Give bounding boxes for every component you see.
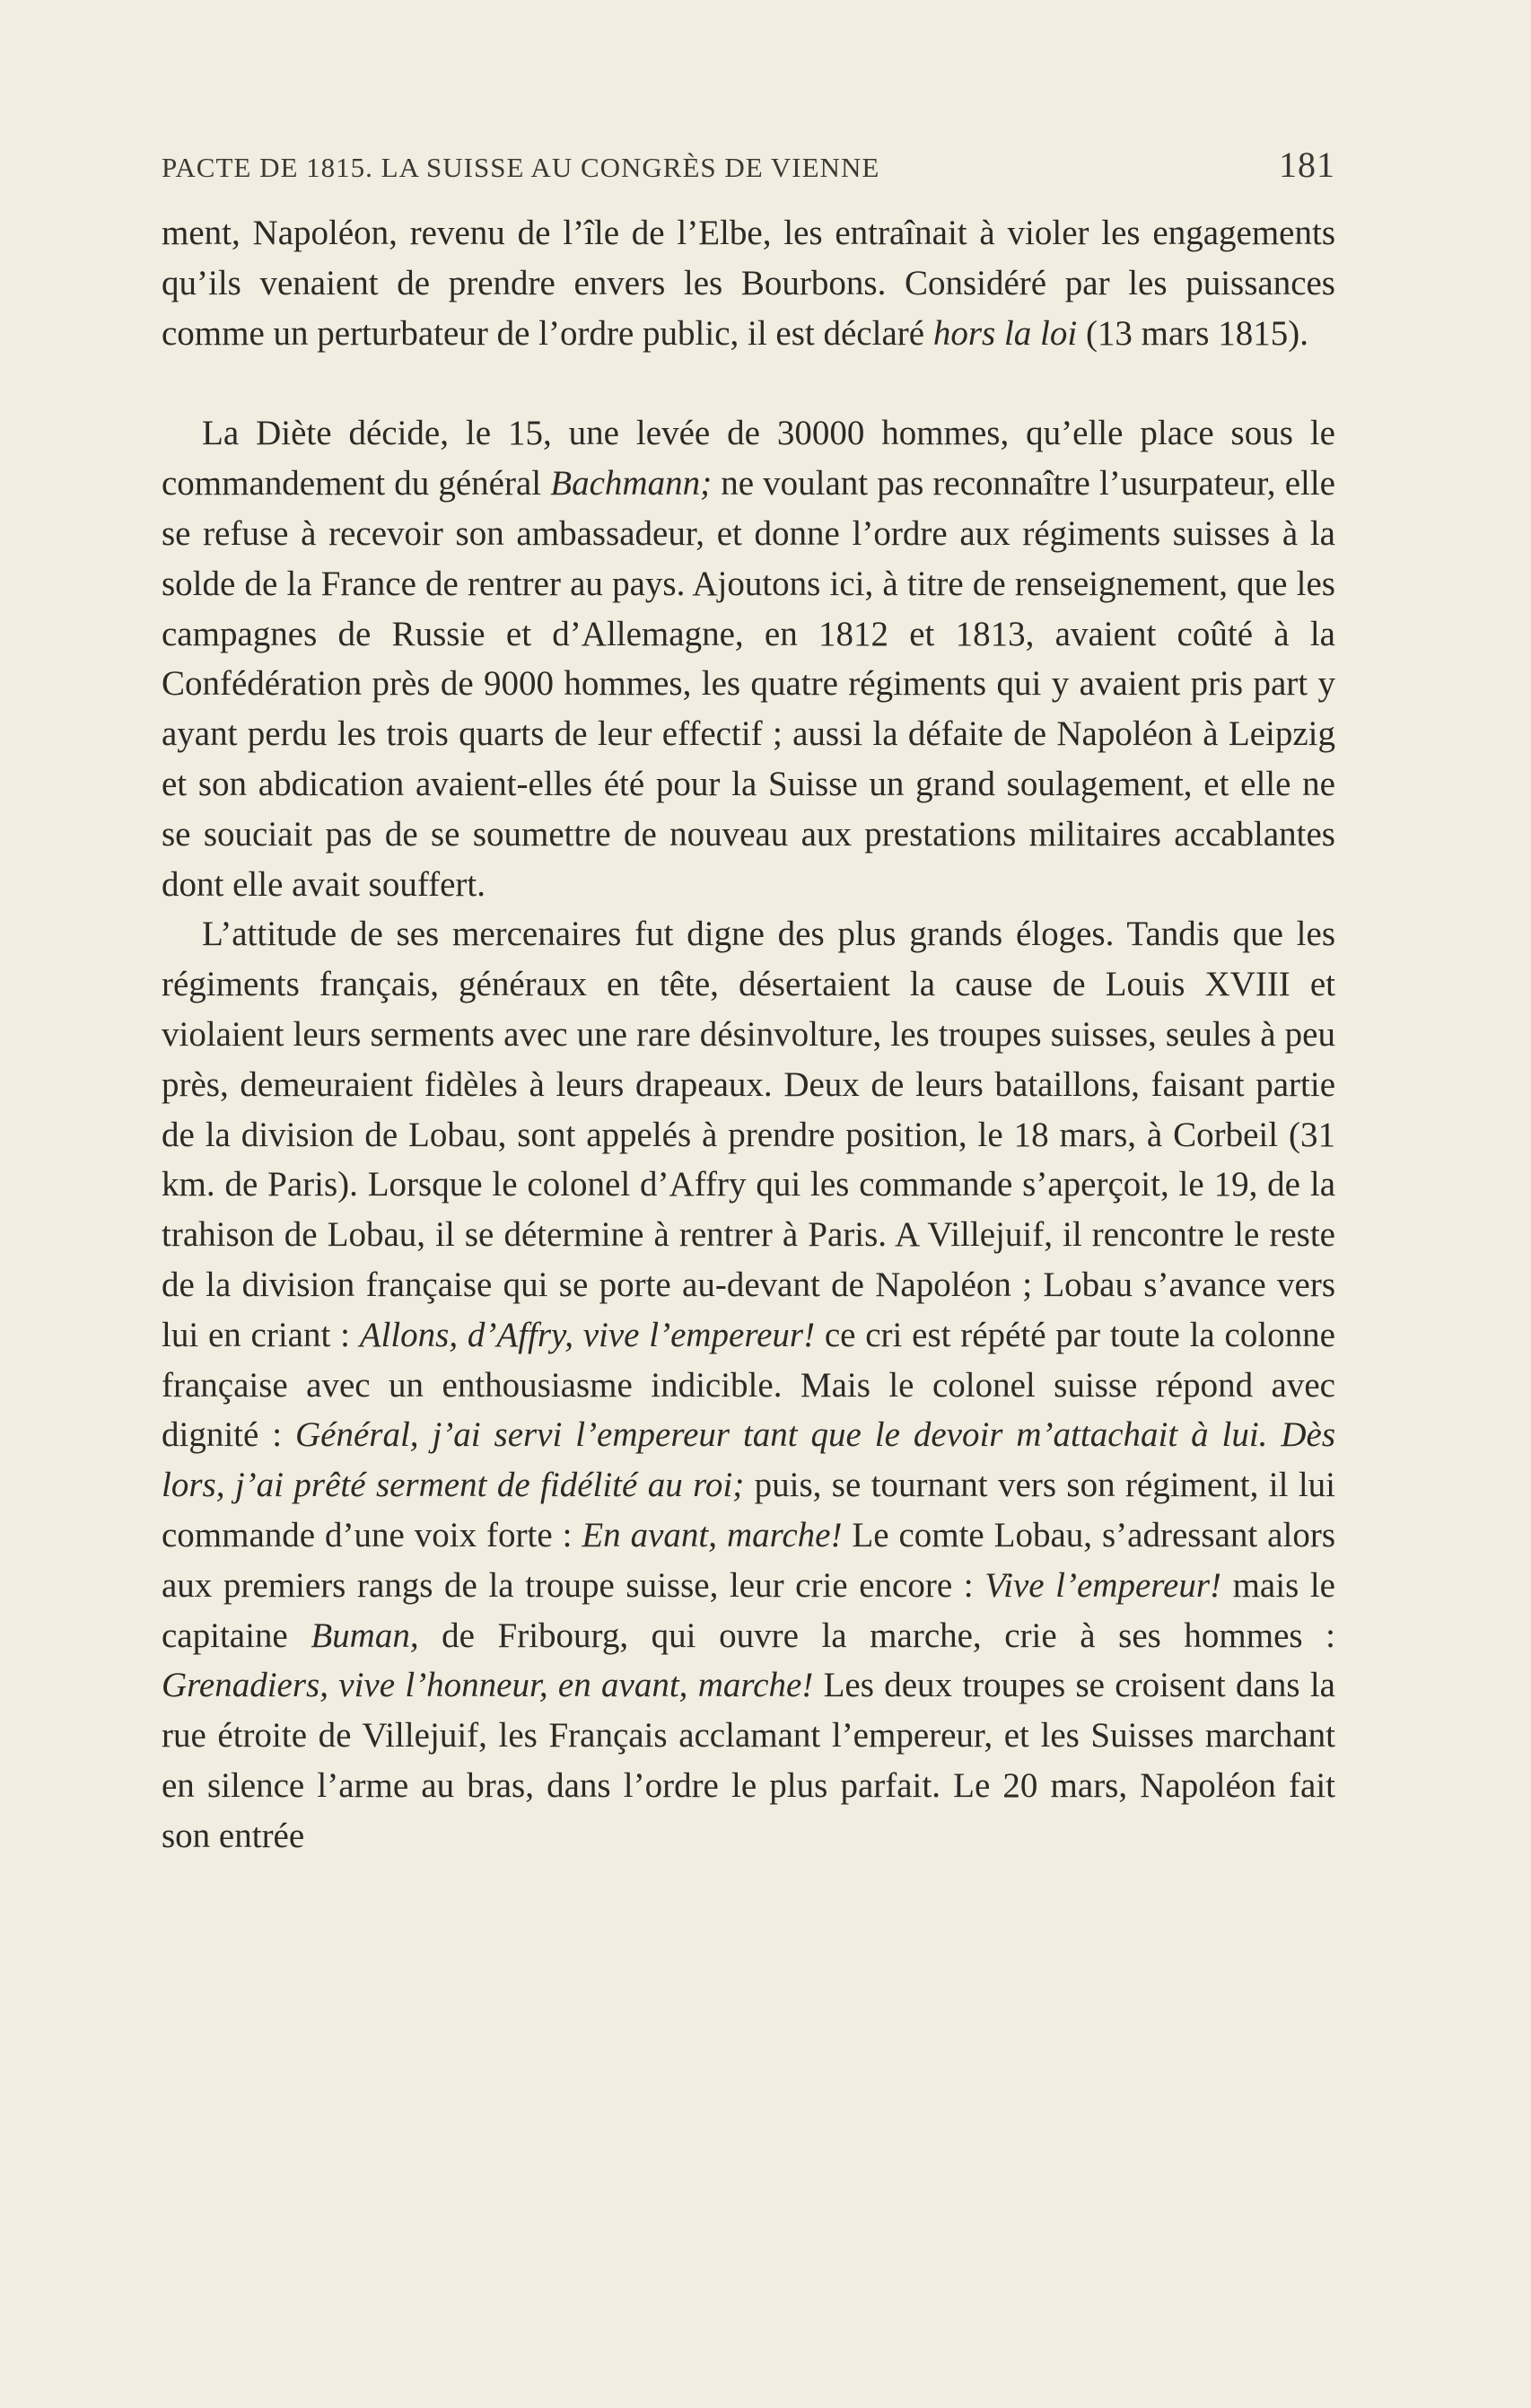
italic-run: Allons, d’Affry, vive l’empereur! xyxy=(359,1315,816,1354)
text-run: Les deux troupes se croisent dans la rue étroite de Villejuif, les Français acclamant l’empereur, et les Suisses marchant en silence l’arme au bras, dans l’ordre le plus parfait. Le 20 mars, Napoléon fait son entrée xyxy=(162,1666,1335,1855)
text-run: La Diète décide, le 15, une levée de 30000 hommes, qu’elle place sous le commandement du général xyxy=(162,414,1335,503)
page-number: 181 xyxy=(1279,144,1335,185)
text-run: ne voulant pas reconnaître l’usurpateur, elle se refuse à recevoir son ambassadeur, et donne l’ordre aux régiments suisses à la solde de la France de rentrer au pays. Ajoutons ici, à titre de renseignement, que les campagnes de Russie et d’Allemagne, en 1812 et 1813, avaient coûté à la Confédération près de 9000 hommes, les quatre régiments qui y avaient pris part y ayant perdu les trois quarts de leur effectif ; aussi la défaite de Napoléon à Leipzig et son abdication avaient-elles été pour la Suisse un grand soulagement, et elle ne se souciait pas de se soumettre de nouveau aux prestations militaires accablantes dont elle avait souffert. xyxy=(162,464,1335,904)
paragraph-1 xyxy=(162,208,1335,358)
text-run: puis, se tournant vers son régiment, il lui commande d’une voix forte : xyxy=(162,1466,1336,1554)
text-run: (13 mars 1815). xyxy=(1077,313,1308,353)
running-title: PACTE DE 1815. LA SUISSE AU CONGRÈS DE VIENNE xyxy=(162,152,880,183)
italic-run: Grenadiers, vive l’honneur, en avant, marche! xyxy=(162,1666,814,1705)
italic-run: Buman, xyxy=(311,1616,419,1655)
text-run: Le comte Lobau, s’adressant alors aux premiers rangs de la troupe suisse, leur crie encore : xyxy=(162,1515,1335,1605)
text-run: ment, Napoléon, revenu de l’île de l’Elbe, les entraînait à violer les engagements qu’ils venaient de prendre envers les Bourbons. Considéré par les puissances comme un perturbateur de l’ordre public, il est déclaré xyxy=(162,214,1335,353)
italic-run: Vive l’empereur! xyxy=(984,1565,1221,1605)
running-header xyxy=(162,144,1335,186)
italic-run: En avant, marche! xyxy=(582,1515,843,1554)
italic-run: hors la loi xyxy=(932,313,1078,353)
italic-run: Bachmann; xyxy=(550,464,713,503)
paragraph-2 xyxy=(162,408,1335,909)
text-run: de Fribourg, qui ouvre la marche, crie à ses hommes : xyxy=(418,1616,1335,1655)
paragraph-3 xyxy=(162,909,1335,1861)
text-run: L’attitude de ses mercenaires fut digne des plus grands éloges. Tandis que les régiments français, généraux en tête, désertaient la cause de Louis XVIII et violaient leurs serments avec une rare désinvolture, les troupes suisses, seules à peu près, demeuraient fidèles à leurs drapeaux. Deux de leurs bataillons, faisant partie de la division de Lobau, sont appelés à prendre position, le 18 mars, à Corbeil (31 km. de Paris). Lorsque le colonel d’Affry qui les commande s’aperçoit, le 19, de la trahison de Lobau, il se détermine à rentrer à Paris. A Villejuif, il rencontre le reste de la division française qui se porte au-devant de Napoléon ; Lobau s’avance vers lui en criant : xyxy=(162,915,1335,1354)
text-run: mais le capitaine xyxy=(162,1565,1335,1655)
body-text xyxy=(162,208,1335,1861)
italic-run: Général, j’ai servi l’empereur tant que le devoir m’attachait à lui. Dès lors, j’ai prêté serment de fidélité au roi; xyxy=(162,1415,1335,1505)
text-run: ce cri est répété par toute la colonne française avec un enthousiasme indicible. Mais le colonel suisse répond avec dignité : xyxy=(162,1315,1335,1455)
